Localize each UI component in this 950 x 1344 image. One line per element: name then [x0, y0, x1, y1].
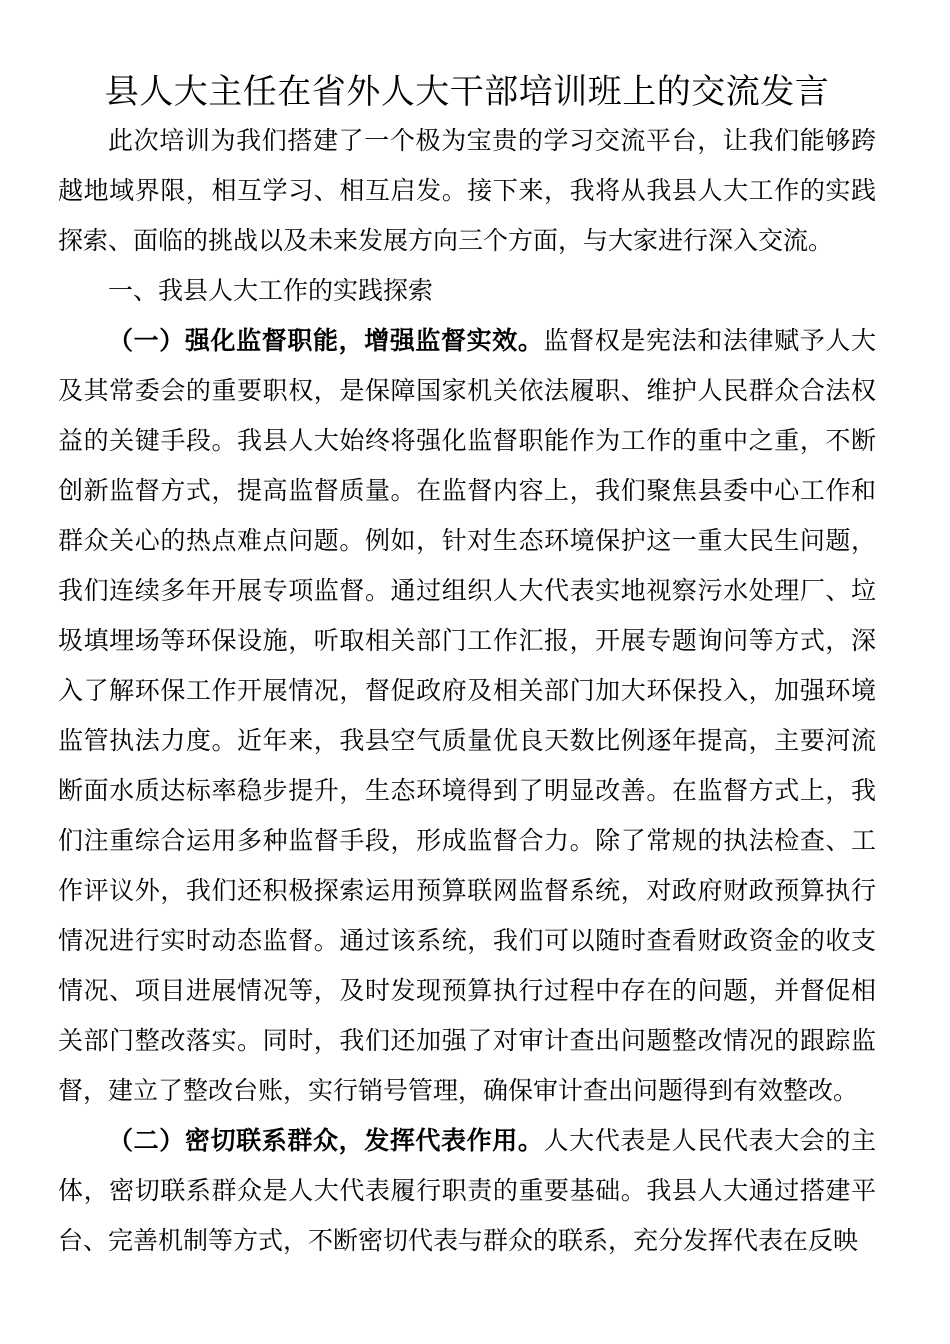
section-heading: 一、我县人大工作的实践探索 — [108, 276, 434, 305]
intro-paragraph: 此次培训为我们搭建了一个极为宝贵的学习交流平台，让我们能够跨越地域界限，相互学习、相互启发。接下来，我将从我县人大工作的实践探索、面临的挑战以及未来发展方向三个方面，与大家进行深入交流。 — [58, 126, 876, 255]
document-title: 县人大主任在省外人大干部培训班上的交流发言 — [104, 72, 830, 112]
subsection-1-paragraph — [58, 316, 876, 1116]
subsection-2-lead: （二）密切联系群众，发挥代表作用。 — [108, 1126, 544, 1155]
document-page — [58, 68, 876, 1266]
subsection-2-body: 人大代表是人民代表大会的主体，密切联系群众是人大代表履行职责的重要基础。我县人大通过搭建平台、完善机制等方式，不断密切代表与群众的联系，充分发挥代表在反映 — [58, 1126, 876, 1255]
subsection-1-body: 监督权是宪法和法律赋予人大及其常委会的重要职权，是保障国家机关依法履职、维护人民群众合法权益的关键手段。我县人大始终将强化监督职能作为工作的重中之重，不断创新监督方式，提高监督质量。在监督内容上，我们聚焦县委中心工作和群众关心的热点难点问题。例如，针对生态环境保护这一重大民生问题，我们连续多年开展专项监督。通过组织人大代表实地视察污水处理厂、垃圾填埋场等环保设施，听取相关部门工作汇报，开展专题询问等方式，深入了解环保工作开展情况，督促政府及相关部门加大环保投入，加强环境监管执法力度。近年来，我县空气质量优良天数比例逐年提高，主要河流断面水质达标率稳步提升，生态环境得到了明显改善。在监督方式上，我们注重综合运用多种监督手段，形成监督合力。除了常规的执法检查、工作评议外，我们还积极探索运用预算联网监督系统，对政府财政预算执行情况进行实时动态监督。通过该系统，我们可以随时查看财政资金的收支情况、项目进展情况等，及时发现预算执行过程中存在的问题，并督促相关部门整改落实。同时，我们还加强了对审计查出问题整改情况的跟踪监督，建立了整改台账，实行销号管理，确保审计查出问题得到有效整改。 — [58, 326, 876, 1105]
subsection-1-lead: （一）强化监督职能，增强监督实效。 — [108, 326, 544, 355]
subsection-2-paragraph — [58, 1116, 876, 1266]
